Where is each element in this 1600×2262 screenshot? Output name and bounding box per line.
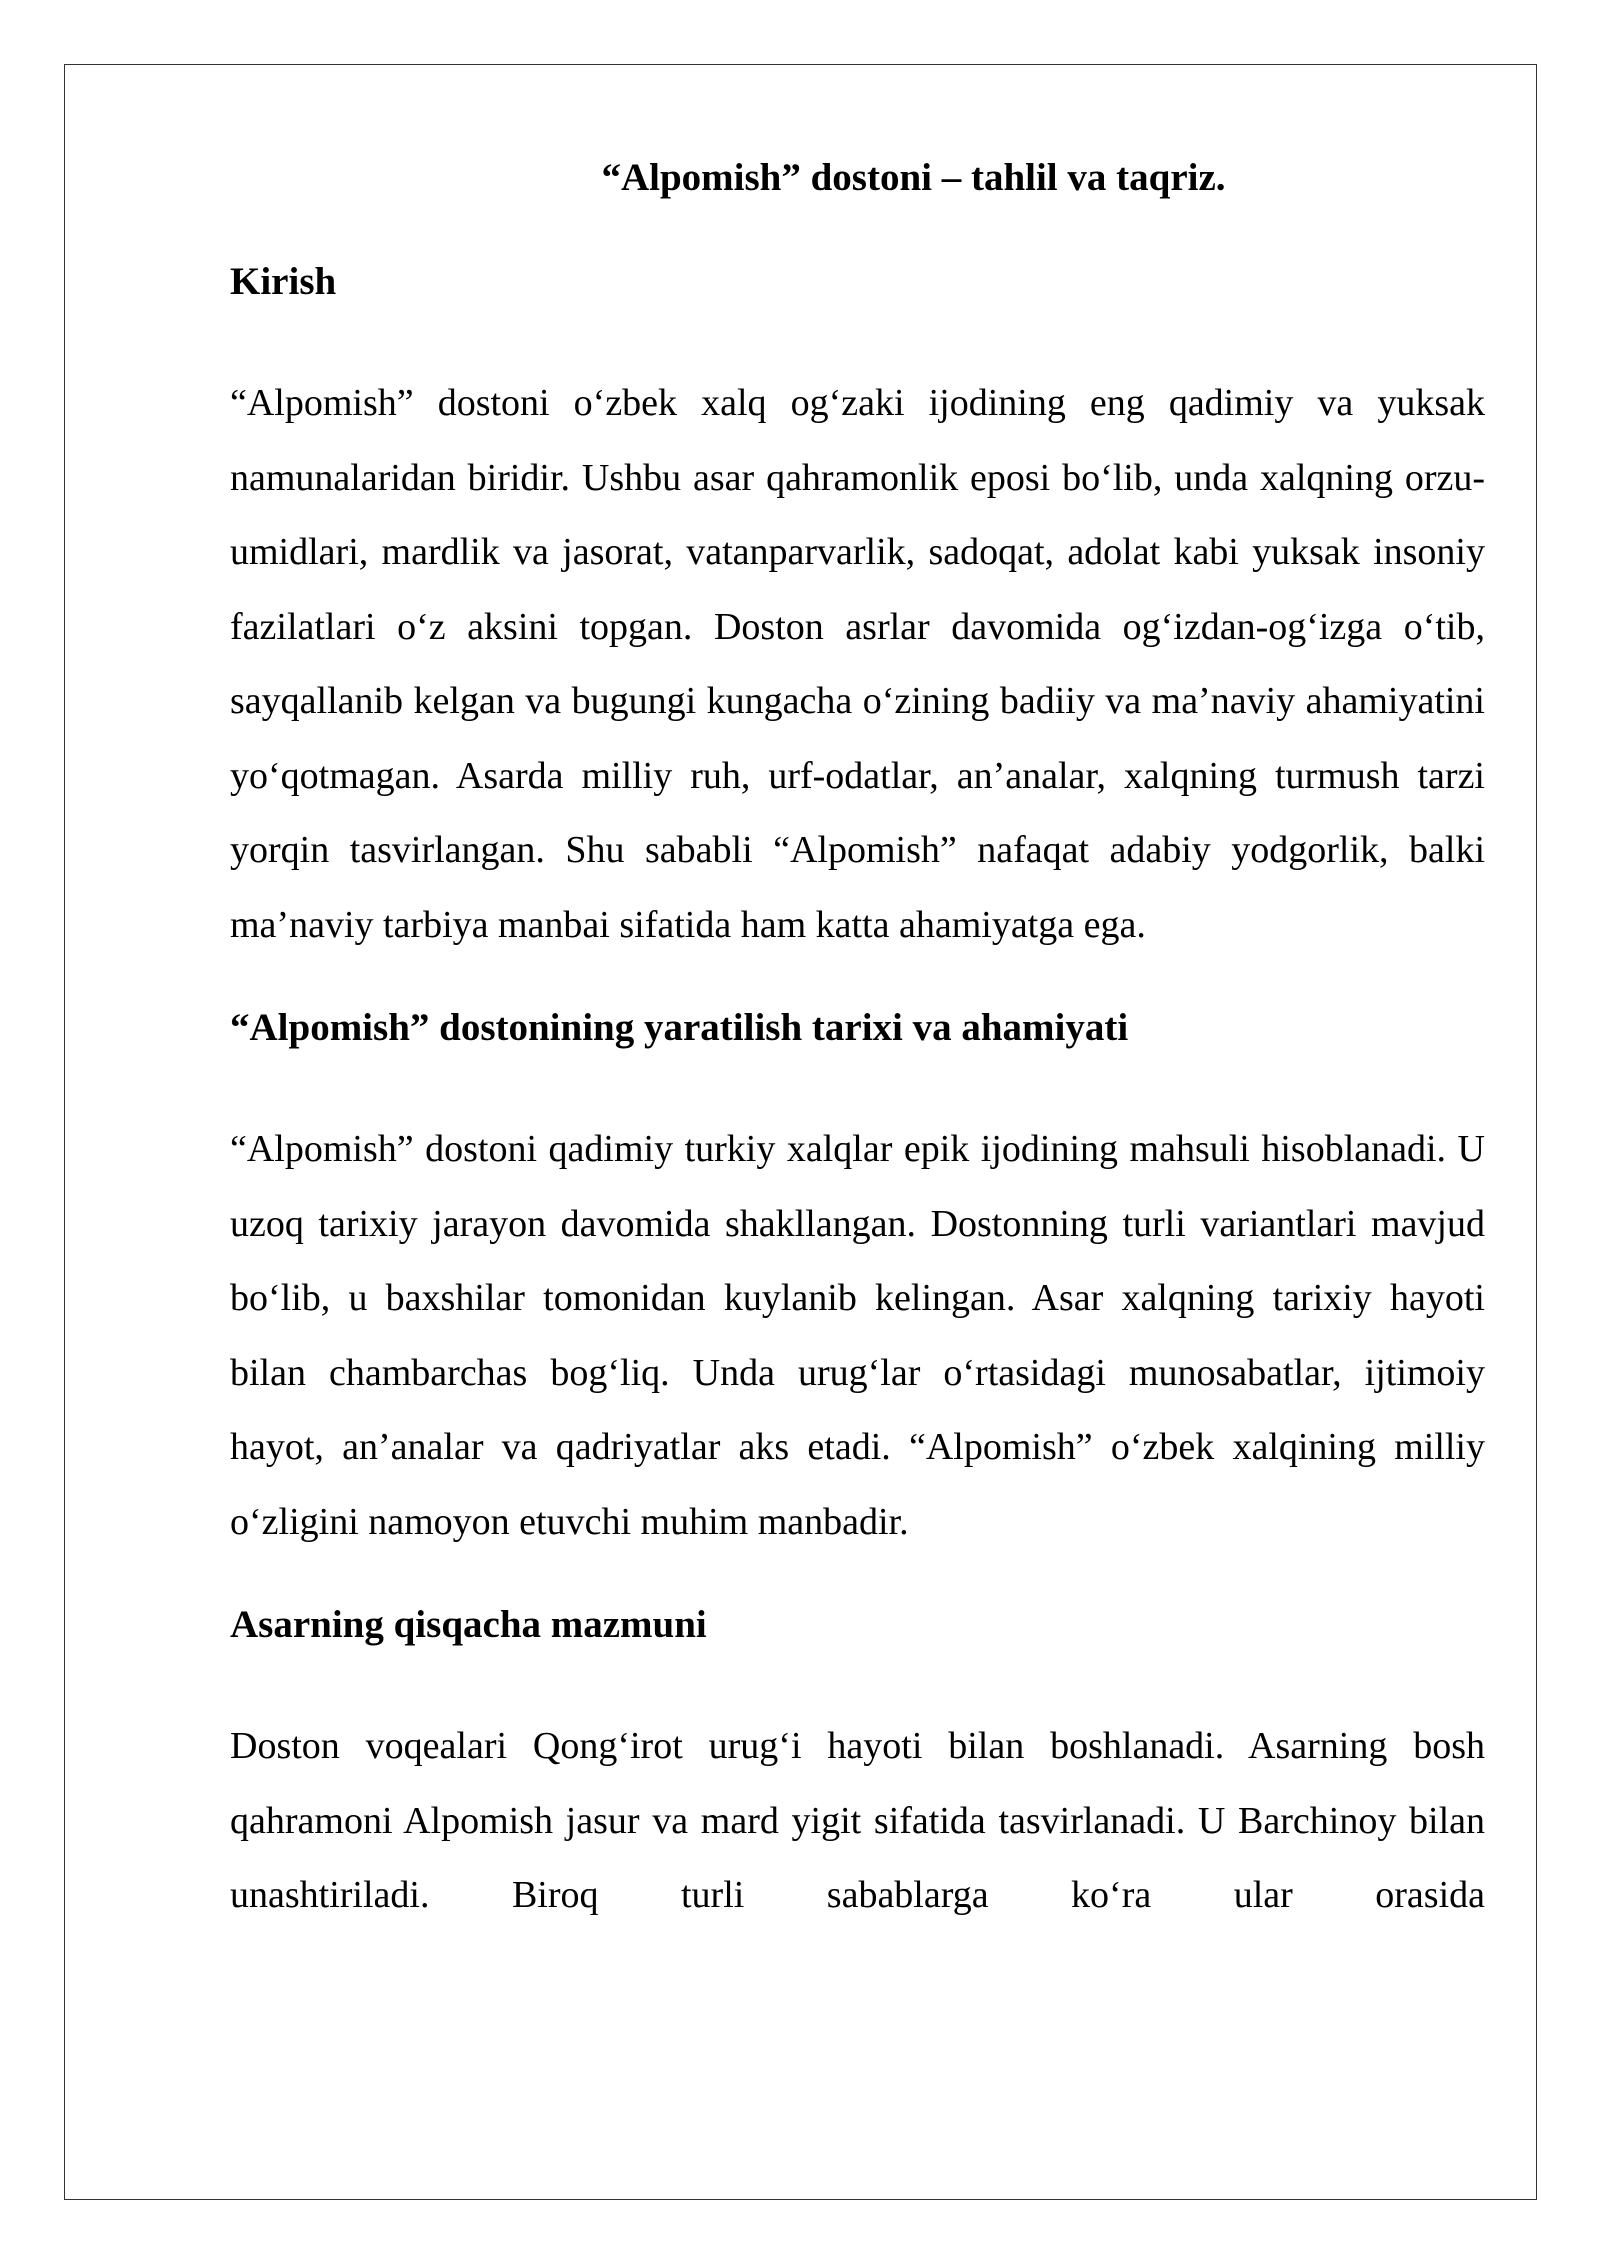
section-heading-intro: Kirish (230, 260, 337, 303)
document-title: “Alpomish” dostoni – tahlil va taqriz. (601, 156, 1226, 199)
paragraph-summary: Doston voqealari Qong‘irot urug‘i hayoti bilan boshlanadi. Asarning bosh qahramoni Alpomish jasur va mard yigit sifatida tasvirlanadi. U Barchinoy bilan unashtiriladi. Biroq turli sabablarga ko‘ra ular orasida (230, 1725, 1485, 1916)
paragraph-intro: “Alpomish” dostoni o‘zbek xalq og‘zaki ijodining eng qadimiy va yuksak namunalaridan biridir. Ushbu asar qahramonlik eposi bo‘lib, unda xalqning orzu-umidlari, mardlik va jasorat, vatanparvarlik, sadoqat, adolat kabi yuksak insoniy fazilatlari o‘z aksini topgan. Doston asrlar davomida og‘izdan-og‘izga o‘tib, sayqallanib kelgan va bugungi kungacha o‘zining badiiy va ma’naviy ahamiyatini yo‘qotmagan. Asarda milliy ruh, urf-odatlar, an’analar, xalqning turmush tarzi yorqin tasvirlangan. Shu sababli “Alpomish” nafaqat adabiy yodgorlik, balki ma’naviy tarbiya manbai sifatida ham katta ahamiyatga ega. (230, 382, 1485, 946)
document-body (230, 150, 1485, 1971)
section-heading-history: “Alpomish” dostonining yaratilish tarixi va ahamiyati (230, 1006, 1129, 1049)
paragraph-history: “Alpomish” dostoni qadimiy turkiy xalqlar epik ijodining mahsuli hisoblanadi. U uzoq tarixiy jarayon davomida shakllangan. Dostonning turli variantlari mavjud bo‘lib, u baxshilar tomonidan kuylanib kelingan. Asar xalqning tarixiy hayoti bilan chambarchas bog‘liq. Unda urug‘lar o‘rtasidagi munosabatlar, ijtimoiy hayot, an’analar va qadriyatlar aks etadi. “Alpomish” o‘zbek xalqining milliy o‘zligini namoyon etuvchi muhim manbadir. (230, 1128, 1485, 1543)
section-heading-summary: Asarning qisqacha mazmuni (230, 1603, 707, 1646)
